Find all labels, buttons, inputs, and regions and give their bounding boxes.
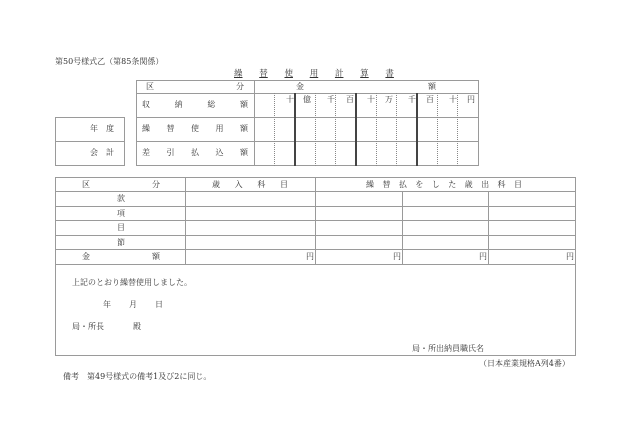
digit-unit: 万: [385, 95, 393, 104]
title-char: 繰: [234, 69, 243, 79]
form-id: 第50号様式乙（第85条関係）: [55, 57, 164, 66]
title-char: 算: [360, 69, 369, 79]
yen-expenditure-3: 円: [566, 252, 574, 261]
standard-note: （日本産業規格A列4番）: [479, 359, 570, 368]
row-label-total-received: 収 納 総 額: [142, 100, 248, 109]
signer-label: 局・所出納員職氏名: [412, 344, 484, 353]
digit-unit: 百: [426, 95, 434, 104]
digit-unit: 百: [346, 95, 354, 104]
yen-revenue: 円: [306, 252, 314, 261]
title-char: 替: [259, 69, 268, 79]
account-label: 会 計: [90, 148, 114, 157]
title-char: 使: [284, 69, 293, 79]
title-char: 計: [334, 69, 344, 79]
page-title: [234, 67, 394, 79]
row-label-net-payment: 差 引 払 込 額: [142, 148, 248, 157]
row-label-diverted-use: 繰 替 使 用 額: [142, 124, 248, 133]
row-label-kan: 款: [117, 194, 125, 203]
calc-header-amount-2: 額: [428, 82, 436, 91]
row-label-setsu: 節: [117, 238, 125, 247]
fiscal-year-label: 年 度: [90, 124, 114, 133]
statement-text: 上記のとおり繰替使用しました。: [72, 278, 192, 287]
date-line: 年 月 日: [103, 300, 163, 309]
row-label-kou: 項: [117, 209, 125, 218]
calc-header-amount-1: 金: [296, 82, 304, 91]
row-label-amount: 金 額: [82, 252, 160, 261]
digit-unit: 十: [449, 95, 457, 104]
detail-header-kubun: 区 分: [82, 180, 160, 189]
digit-unit: 千: [327, 95, 335, 104]
digit-unit: 十: [286, 95, 294, 104]
calc-header-kubun: 区 分: [146, 82, 244, 91]
digit-unit: 億: [303, 95, 311, 104]
title-char: 書: [385, 69, 394, 79]
detail-header-expenditure: 繰 替 払 を し た 歳 出 科 目: [366, 180, 522, 189]
honorific: 殿: [133, 322, 141, 331]
remark-note: 備考 第49号様式の備考1及び2に同じ。: [63, 372, 212, 381]
digit-unit: 円: [467, 95, 475, 104]
digit-unit: 十: [367, 95, 375, 104]
row-label-moku: 目: [117, 223, 125, 232]
yen-expenditure-2: 円: [479, 252, 487, 261]
addressee-label: 局・所長: [72, 322, 104, 331]
digit-unit: 千: [408, 95, 416, 104]
title-char: 用: [309, 69, 319, 79]
yen-expenditure-1: 円: [393, 252, 401, 261]
detail-header-revenue: 歳 入 科 目: [212, 180, 288, 189]
